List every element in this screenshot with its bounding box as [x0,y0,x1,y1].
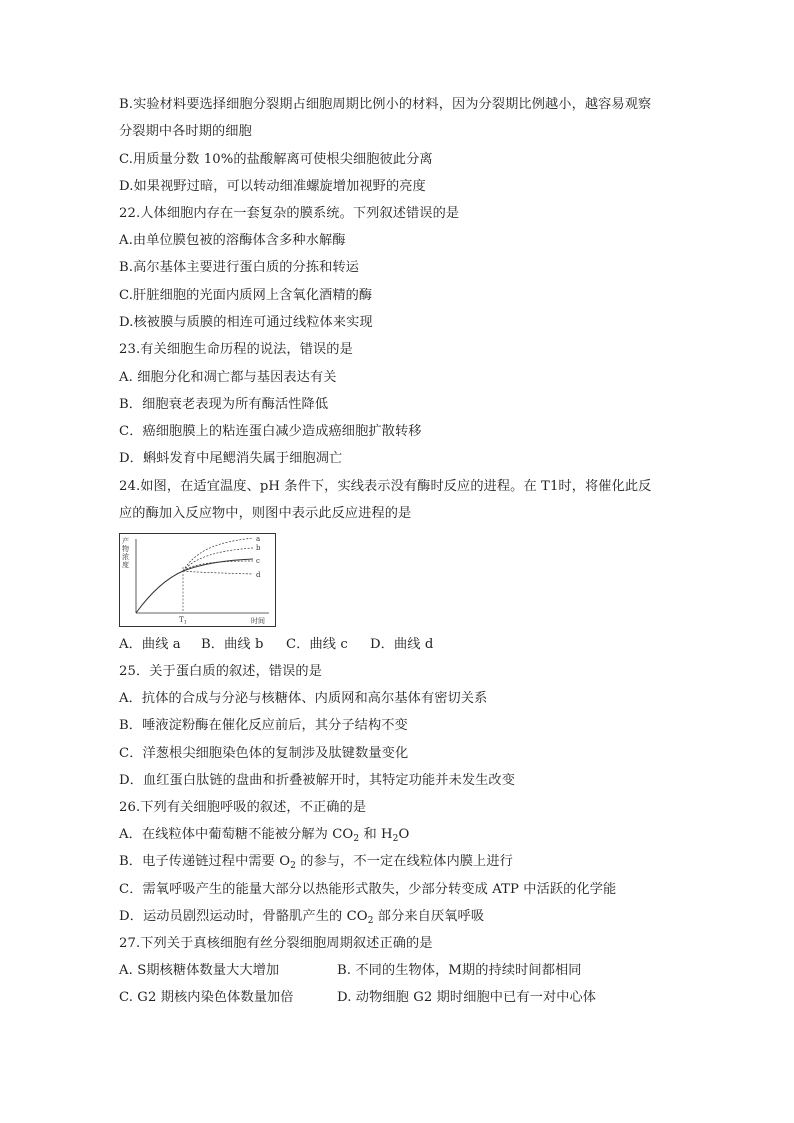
q27-option-c: C. G2 期核内染色体数量加倍 [119,990,294,1005]
q27-option-a: A. S期核糖体数量大大增加 [119,963,280,978]
reaction-progress-graph [119,533,276,627]
xlabel: 时间 [251,617,265,625]
q23-option-c: C．癌细胞膜上的粘连蛋白减少造成癌细胞扩散转移 [119,424,422,439]
q23-option-d: D．蝌蚪发育中尾鳃消失属于细胞凋亡 [119,451,343,466]
q26-option-c: C．需氧呼吸产生的能量大部分以热能形式散失，少部分转变成 ATP 中活跃的化学能 [119,882,617,897]
h2o-formula: $H_2O$ [381,827,410,844]
q22-stem: 22.人体细胞内存在一套复杂的膜系统。下列叙述错误的是 [119,206,460,221]
q26-option-b: B．电子传递链过程中需要 $O_2$ 的参与，不一定在线粒体内膜上进行 [119,854,513,871]
q24-option-c: C．曲线 c [286,637,348,652]
co2-formula: $CO_2$ [332,827,360,844]
q26-stem: 26.下列有关细胞呼吸的叙述，不正确的是 [119,800,367,815]
q22-option-d: D.核被膜与质膜的相连可通过线粒体来实现 [119,315,373,330]
q27-options-row1 [119,962,582,980]
co2-formula: $CO_2$ [346,909,374,926]
graph-frame [120,534,276,627]
q23-stem: 23.有关细胞生命历程的说法，错误的是 [119,342,353,357]
q22-option-b: B.高尔基体主要进行蛋白质的分拣和转运 [119,260,359,275]
q21-option-b-line2: 分裂期中各时期的细胞 [119,124,252,139]
q26-a-text: A．在线粒体中葡萄糖不能被分解为 [119,827,333,842]
q24-stem-line1: 24.如图，在适宜温度、pH 条件下，实线表示没有酶时反应的进程。在 T1时，将催化此反 [119,479,652,494]
o2-formula: $O_2$ [279,854,296,871]
q24-option-b: B．曲线 b [201,637,264,652]
q27-stem: 27.下列关于真核细胞有丝分裂细胞周期叙述正确的是 [119,936,433,951]
q21-option-c: C.用质量分数 10%的盐酸解离可使根尖细胞彼此分离 [119,152,433,167]
curve-no-enzyme [136,559,253,613]
q27-options-row2 [119,989,596,1007]
q25-option-a: A．抗体的合成与分泌与核糖体、内质网和高尔基体有密切关系 [119,691,488,706]
ylabel-char: 产 [122,537,129,545]
t1-label: $T_1$ [179,616,187,626]
q22-option-c: C.肝脏细胞的光面内质网上含氧化酒精的酶 [119,288,373,303]
q24-options [119,636,433,654]
q25-stem: 25．关于蛋白质的叙述，错误的是 [119,664,323,679]
q24-stem-line2: 应的酶加入反应物中，则图中表示此反应进程的是 [119,506,412,521]
ylabel-char: 物 [122,545,129,553]
q22-option-a: A.由单位膜包被的溶酶体含多种水解酶 [119,233,346,248]
q23-option-a: A. 细胞分化和凋亡都与基因表达有关 [119,370,337,385]
curve-c-label: c [256,557,260,565]
curve-a-label: a [256,535,261,543]
q26-option-a: A．在线粒体中葡萄糖不能被分解为 $CO_2$ 和 $H_2O$ [119,827,410,844]
q23-option-b: B．细胞衰老表现为所有酶活性降低 [119,397,329,412]
q21-option-b-line1: B.实验材料要选择细胞分裂期占细胞周期比例小的材料，因为分裂期比例越小，越容易观察 [119,97,652,112]
ylabel-char: 浓 [122,553,129,561]
q25-option-b: B．唾液淀粉酶在催化反应前后，其分子结构不变 [119,718,408,733]
q25-option-c: C．洋葱根尖细胞染色体的复制涉及肽键数量变化 [119,746,409,761]
q27-option-d: D. 动物细胞 G2 期时细胞中已有一对中心体 [337,990,597,1005]
q26-d-text: D．运动员剧烈运动时，骨骼肌产生的 [119,909,347,924]
ylabel-char: 度 [122,561,129,569]
curve-d-label: d [256,571,261,579]
q27-option-b: B. 不同的生物体，M期的持续时间都相同 [337,963,582,978]
q24-option-d: D．曲线 d [370,637,434,652]
q26-b-text: B．电子传递链过程中需要 [119,854,280,869]
q24-option-a: A．曲线 a [119,637,181,652]
curve-d [183,571,253,574]
q26-option-d: D．运动员剧烈运动时，骨骼肌产生的 $CO_2$ 部分来自厌氧呼吸 [119,909,485,926]
q25-option-d: D．血红蛋白肽链的盘曲和折叠被解开时，其特定功能并未发生改变 [119,773,516,788]
curve-b-label: b [256,544,261,552]
q21-option-d: D.如果视野过暗，可以转动细准螺旋增加视野的亮度 [119,179,426,194]
